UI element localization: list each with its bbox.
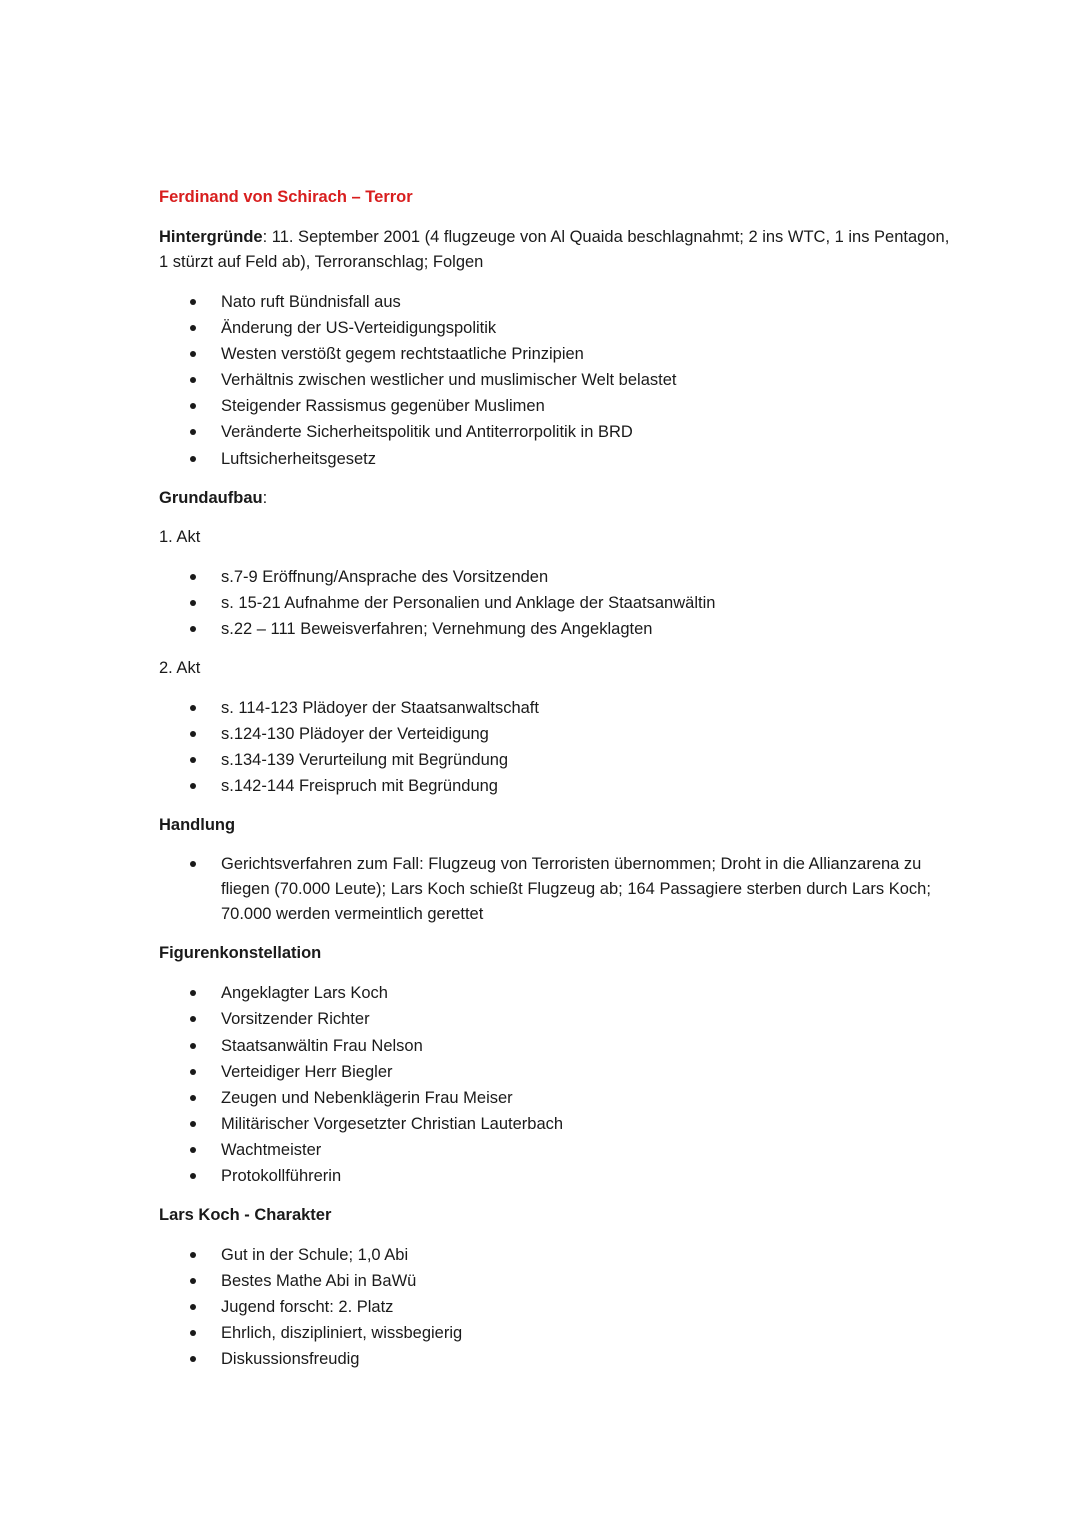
bullet-icon: [190, 1173, 196, 1179]
bullet-icon: [190, 1016, 196, 1022]
bullet-icon: [190, 403, 196, 409]
grundaufbau-suffix: :: [262, 488, 268, 507]
list-item-text: Staatsanwältin Frau Nelson: [221, 1036, 423, 1055]
bullet-icon: [190, 325, 196, 331]
bullet-icon: [190, 429, 196, 435]
bullet-icon: [190, 299, 196, 305]
hintergruende-list: [159, 289, 959, 472]
list-item: [159, 852, 959, 927]
list-item-text: s. 114-123 Plädoyer der Staatsanwaltschaft: [221, 698, 539, 717]
list-item-text: Luftsicherheitsgesetz: [221, 449, 377, 468]
bullet-icon: [190, 1252, 196, 1258]
list-item: [159, 1137, 959, 1163]
bullet-icon: [190, 757, 196, 763]
list-item-text: Gut in der Schule; 1,0 Abi: [221, 1246, 409, 1265]
list-item: [159, 1033, 959, 1059]
list-item: [159, 1163, 959, 1189]
lars-heading: Lars Koch - Charakter: [159, 1206, 332, 1225]
bullet-icon: [190, 731, 196, 737]
list-item-text: Jugend forscht: 2. Platz: [221, 1298, 394, 1317]
list-item: [159, 341, 959, 367]
list-item: [159, 1346, 959, 1372]
list-item-text: Protokollführerin: [221, 1166, 342, 1185]
list-item: [159, 1111, 959, 1137]
akt2-list: [159, 695, 959, 799]
lars-list: [159, 1242, 959, 1372]
list-item-text: Diskussionsfreudig: [221, 1350, 360, 1369]
list-item: [159, 1294, 959, 1320]
list-item-text: Ehrlich, diszipliniert, wissbegierig: [221, 1324, 463, 1343]
list-item: [159, 289, 959, 315]
list-item: [159, 1059, 959, 1085]
bullet-icon: [190, 600, 196, 606]
figuren-heading: Figurenkonstellation: [159, 944, 322, 963]
bullet-icon: [190, 705, 196, 711]
list-item-text: Veränderte Sicherheitspolitik und Antiterrorpolitik in BRD: [221, 423, 633, 442]
list-item-text: Verhältnis zwischen westlicher und muslimischer Welt belastet: [221, 371, 677, 390]
list-item-text: Vorsitzender Richter: [221, 1010, 370, 1029]
akt1-list: [159, 564, 959, 642]
list-item-text: Verteidiger Herr Biegler: [221, 1062, 393, 1081]
list-item: [159, 367, 959, 393]
bullet-icon: [190, 1043, 196, 1049]
bullet-icon: [190, 1304, 196, 1310]
list-item-text: Zeugen und Nebenklägerin Frau Meiser: [221, 1088, 513, 1107]
list-item: [159, 980, 959, 1006]
list-item: [159, 564, 959, 590]
list-item-text: s.142-144 Freispruch mit Begründung: [221, 777, 498, 796]
list-item-text: Bestes Mathe Abi in BaWü: [221, 1272, 417, 1291]
list-item-text: s.22 – 111 Beweisverfahren; Vernehmung des Angeklagten: [221, 619, 653, 638]
document-page: [159, 186, 959, 1387]
list-item: [159, 695, 959, 721]
bullet-icon: [190, 377, 196, 383]
bullet-icon: [190, 990, 196, 996]
bullet-icon: [190, 861, 196, 867]
list-item-text: s.7-9 Eröffnung/Ansprache des Vorsitzenden: [221, 567, 549, 586]
list-item: [159, 1268, 959, 1294]
list-item: [159, 393, 959, 419]
list-item: [159, 315, 959, 341]
figuren-list: [159, 980, 959, 1189]
grundaufbau-label: Grundaufbau: [159, 488, 263, 507]
list-item-text: Wachtmeister: [221, 1140, 322, 1159]
bullet-icon: [190, 1278, 196, 1284]
list-item: [159, 721, 959, 747]
hintergruende-paragraph: [159, 225, 959, 275]
list-item: [159, 590, 959, 616]
list-item-text: s.124-130 Plädoyer der Verteidigung: [221, 725, 489, 744]
bullet-icon: [190, 626, 196, 632]
list-item: [159, 446, 959, 472]
hintergruende-text: : 11. September 2001 (4 flugzeuge von Al Quaida beschlagnahmt; 2 ins WTC, 1 ins Pentagon, 1 stürzt auf Feld ab), Terroranschlag; Folgen: [159, 228, 950, 271]
bullet-icon: [190, 351, 196, 357]
akt2-label: 2. Akt: [159, 658, 201, 677]
list-item: [159, 616, 959, 642]
list-item-text: Nato ruft Bündnisfall aus: [221, 293, 401, 311]
grundaufbau-heading: [159, 486, 959, 511]
document-title: Ferdinand von Schirach – Terror: [159, 188, 413, 206]
list-item-text: Änderung der US-Verteidigungspolitik: [221, 319, 497, 338]
list-item-text: Angeklagter Lars Koch: [221, 984, 388, 1003]
bullet-icon: [190, 1095, 196, 1101]
list-item: [159, 747, 959, 773]
list-item: [159, 1006, 959, 1032]
list-item-text: Westen verstößt gegem rechtstaatliche Prinzipien: [221, 345, 584, 364]
bullet-icon: [190, 1147, 196, 1153]
list-item-text: s. 15-21 Aufnahme der Personalien und Anklage der Staatsanwältin: [221, 593, 716, 612]
list-item: [159, 1242, 959, 1268]
list-item-text: s.134-139 Verurteilung mit Begründung: [221, 751, 509, 770]
hintergruende-label: Hintergründe: [159, 228, 263, 246]
bullet-icon: [190, 783, 196, 789]
bullet-icon: [190, 1356, 196, 1362]
bullet-icon: [190, 456, 196, 462]
handlung-heading: Handlung: [159, 816, 236, 835]
list-item-text: Militärischer Vorgesetzter Christian Lauterbach: [221, 1114, 564, 1133]
bullet-icon: [190, 1069, 196, 1075]
list-item-text: Steigender Rassismus gegenüber Muslimen: [221, 397, 545, 416]
list-item: [159, 773, 959, 799]
list-item: [159, 1085, 959, 1111]
list-item-text: Gerichtsverfahren zum Fall: Flugzeug von Terroristen übernommen; Droht in die Allianzarena zu fliegen (70.000 Leute); Lars Koch schießt Flugzeug ab; 164 Passagiere sterben durch Lars Koch; 70.000 werden vermeintlich gerettet: [221, 855, 931, 924]
bullet-icon: [190, 1121, 196, 1127]
list-item: [159, 419, 959, 445]
list-item: [159, 1320, 959, 1346]
bullet-icon: [190, 574, 196, 580]
handlung-list: [159, 852, 959, 927]
akt1-label: 1. Akt: [159, 527, 201, 546]
bullet-icon: [190, 1330, 196, 1336]
